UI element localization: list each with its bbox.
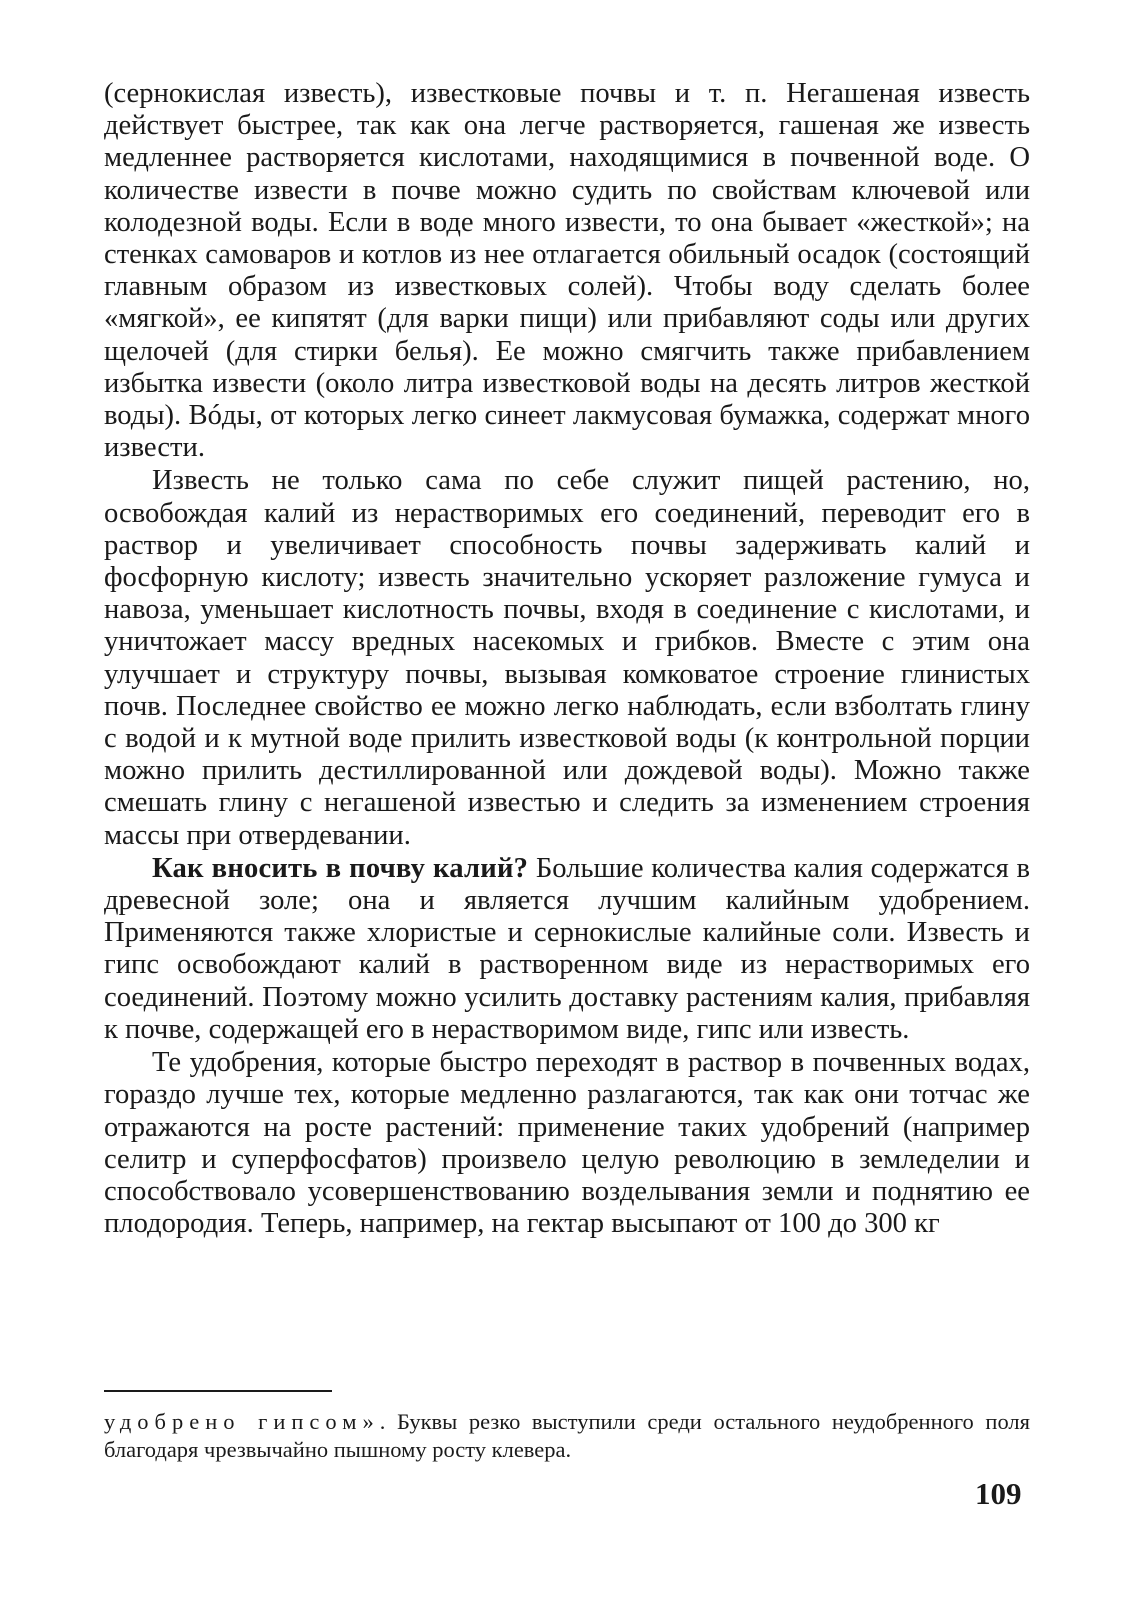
paragraph-4-text: Те удобрения, которые быстро переходят в раствор в почвенных водах, гораздо лучше тех, которые медленно разлагаются, так как они тотчас же отражаются на росте растений: применение таких удобрений (например селитр и суперфосфатов) произвело целую революцию в земледелии и способствовало усовершенствованию возделывания земли и поднятию ее плодородия. Теперь, например, на гектар высыпают от 100 до 300 кг [104, 1047, 1030, 1240]
paragraph-3 [104, 853, 1030, 1046]
footnote-divider [104, 1390, 332, 1392]
paragraph-2 [104, 465, 1030, 851]
paragraph-3-text: Большие количества калия содержатся в древесной золе; она и является лучшим калийным удобрением. Применяются также хлористые и сернокислые калийные соли. Известь и гипс освобождают калий в растворенном виде из нерастворимых его соединений. Поэтому можно усилить доставку растениям калия, прибавляя к почве, содержащей его в нерастворимом виде, гипс или известь. [104, 852, 1030, 1045]
footnote-spaced-text: удобрено гипсом» [104, 1409, 380, 1434]
footnote [104, 1408, 1030, 1464]
page-body [104, 78, 1030, 1240]
paragraph-2-text: Известь не только сама по себе служит пищей растению, но, освобождая калий из нерастворимых его соединений, переводит его в раствор и увеличивает способность почвы задерживать калий и фосфорную кислоту; известь значительно ускоряет разложение гумуса и навоза, уменьшает кислотность почвы, входя в соединение с кислотами, и уничтожает массу вредных насекомых и грибков. Вместе с этим она улучшает и структуру почвы, вызывая комковатое строение глинистых почв. Последнее свойство ее можно легко наблюдать, если взболтать глину с водой и к мутной воде прилить известковой воды (к контрольной порции можно прилить дестиллированной или дождевой воды). Можно также смешать глину с негашеной известью и следить за изменением строения массы при отвердевании. [104, 465, 1030, 851]
paragraph-3-heading: Как вносить в почву калий? [152, 852, 529, 884]
paragraph-1-text: (сернокислая известь), известковые почвы и т. п. Негашеная известь действует быстрее, так как она легче растворяется, гашеная же известь медленнее растворяется кислотами, находящимися в почвенной воде. О количестве извести в почве можно судить по свойствам ключевой или колодезной воды. Если в воде много извести, то она бывает «жесткой»; на стенках самоваров и котлов из нее отлагается обильный осадок (состоящий главным образом из известковых солей). Чтобы воду сделать более «мягкой», ее кипятят (для варки пищи) или прибавляют соды или других щелочей (для стирки белья). Ее можно смягчить также прибавлением избытка извести (около литра известковой воды на десять литров жесткой воды). Вóды, от которых легко синеет лакмусовая бумажка, содержат много извести. [104, 78, 1030, 464]
page-number: 109 [975, 1476, 1022, 1511]
paragraph-4 [104, 1047, 1030, 1240]
footnote-text: . Буквы резко выступили среди остального неудобренного поля благодаря чрезвычайно пышному росту клевера. [104, 1409, 1030, 1462]
paragraph-1 [104, 78, 1030, 464]
